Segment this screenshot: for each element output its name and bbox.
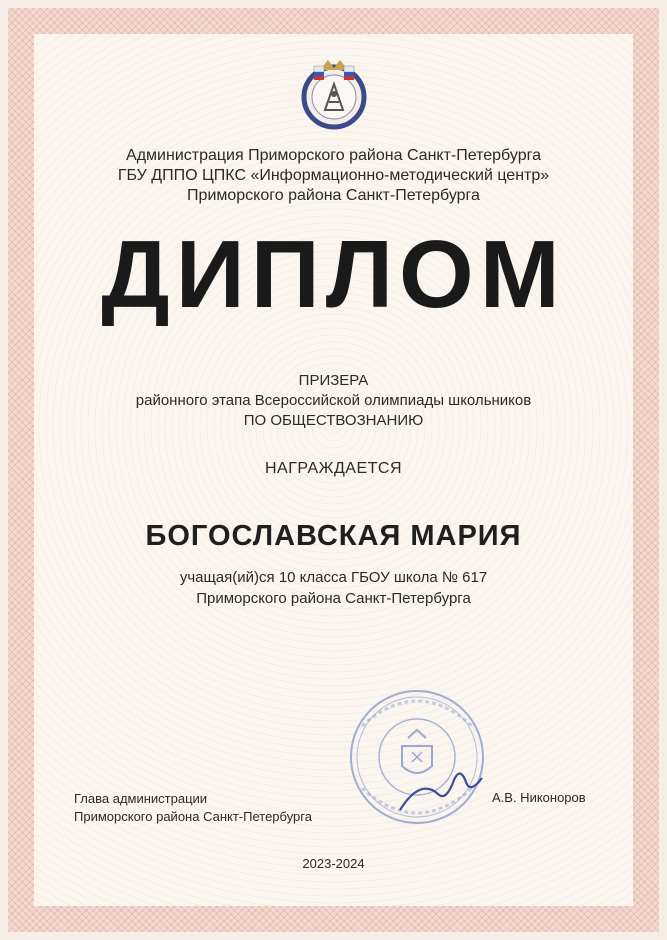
- subtitle-line-1: ПРИЗЕРА: [298, 372, 369, 389]
- academic-year: 2023-2024: [302, 856, 365, 871]
- school-line-2: Приморского района Санкт-Петербурга: [196, 590, 471, 607]
- subtitle-line-3: ПО ОБЩЕСТВОЗНАНИЮ: [243, 412, 424, 429]
- district-emblem-icon: [298, 58, 370, 132]
- signatory-position-line-2: Приморского района Санкт-Петербурга: [74, 809, 312, 824]
- header-line-3: Приморского района Санкт-Петербурга: [187, 187, 480, 204]
- recipient-school: [0, 567, 667, 609]
- issuer-header: [0, 146, 667, 206]
- awarded-label: НАГРАЖДАЕТСЯ: [265, 460, 402, 477]
- award-description: [0, 371, 667, 431]
- school-line-1: учащая(ий)ся 10 класса ГБОУ школа № 617: [179, 569, 488, 586]
- diploma-title: ДИПЛОМ: [101, 221, 566, 328]
- subtitle-line-2: районного этапа Всероссийской олимпиады школьников: [135, 392, 532, 409]
- official-seal-icon: [342, 682, 492, 832]
- signatory-position-line-1: Глава администрации: [74, 791, 208, 806]
- header-line-1: Администрация Приморского района Санкт-Петербурга: [126, 147, 541, 164]
- recipient-name: БОГОСЛАВСКАЯ МАРИЯ: [145, 520, 522, 552]
- header-line-2: ГБУ ДППО ЦПКС «Информационно-методический центр»: [117, 167, 550, 184]
- signatory-position: [74, 790, 312, 826]
- signatory-name: А.В. Никоноров: [492, 790, 586, 805]
